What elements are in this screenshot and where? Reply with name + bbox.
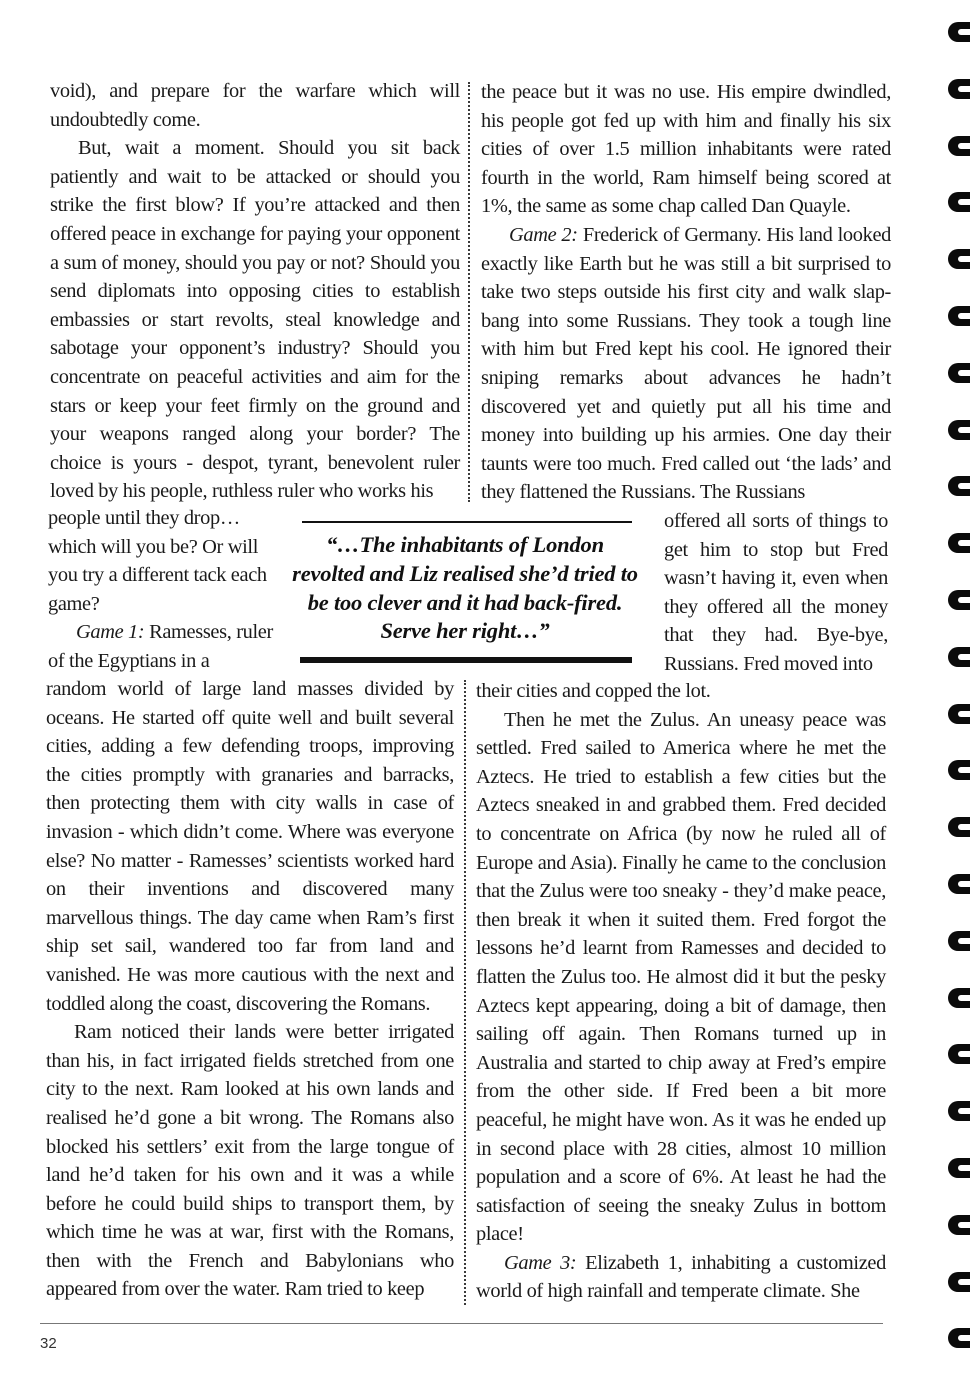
- binding-hole-icon: [948, 1158, 970, 1178]
- game-label: Game 1:: [76, 621, 145, 644]
- binding-hole-icon: [948, 760, 970, 780]
- game-label: Game 3:: [504, 1251, 577, 1274]
- binding-hole-icon: [948, 590, 970, 610]
- pullquote: “…The inhabitants of London revolted and Liz realised she’d tried to be too clever and it had back-fired. Serve her right…”: [292, 532, 638, 644]
- binding-hole-icon: [948, 988, 970, 1008]
- binding-hole-icon: [948, 249, 970, 269]
- right-column-bottom: [476, 677, 886, 1306]
- binding-hole-icon: [948, 647, 970, 667]
- binding-hole-icon: [948, 79, 970, 99]
- binding-hole-icon: [948, 420, 970, 440]
- pullquote-bottom-rule: [300, 657, 632, 663]
- paragraph: their cities and copped the lot.: [476, 680, 711, 702]
- binding-hole-icon: [948, 1101, 970, 1121]
- column-divider: [464, 680, 466, 1305]
- binding-hole-icon: [948, 476, 970, 496]
- binding-hole-icon: [948, 1044, 970, 1064]
- left-column-bottom: [46, 675, 454, 1304]
- paragraph: void), and prepare for the warfare which will undoubtedly come.: [50, 80, 460, 131]
- footer-rule: [40, 1323, 883, 1324]
- binding-hole-icon: [948, 306, 970, 326]
- paragraph: Ram noticed their lands were better irrigated than his, in fact irrigated fields stretched from one city to the next. Ram looked at his own lands and realised he’d gone a bit wrong. The Romans also blocked his settlers’ exit from the large tongue of land he’d taken for his own and it was a while before he could build ships to transport them, by which time he was at war, first with the Romans, then with the French and Babylonians who appeared from over the water. Ram tried to keep: [46, 1021, 454, 1301]
- paragraph-text: Elizabeth 1, inhabiting a customized world of high rainfall and temperate climate. She: [476, 1251, 886, 1303]
- pullquote-top-rule: [302, 521, 632, 523]
- binding-hole-icon: [948, 1215, 970, 1235]
- binding-hole-icon: [948, 192, 970, 212]
- paragraph: people until they drop… which will you be? Or will you try a different tack each game?: [48, 507, 267, 615]
- binding-hole-icon: [948, 1272, 970, 1292]
- left-wrap-text: [48, 504, 280, 676]
- binding-holes: [930, 0, 970, 1375]
- column-divider: [468, 82, 470, 502]
- paragraph: offered all sorts of things to get him to stop but Fred wasn’t having it, even when they offered all the money that they had. Bye-bye, Russians. Fred moved into: [664, 510, 888, 675]
- paragraph: Then he met the Zulus. An uneasy peace was settled. Fred sailed to America where he met the Aztecs. He tried to establish a few cities but the Aztecs sneaked in and grabbed them. Fred decided to concentrate on Africa (by now he ruled all of Europe and Asia). Finally he came to the conclusion that the Zulus were too sneaky - they’d make peace, then break it when it suited them. Fred forgot the lessons he’d learnt from Ramesses and decided to flatten the Zulus too. He almost did it but the pesky Aztecs kept appearing, doing a bit of damage, then sailing off again. Then Romans turned up in Australia and started to chip away at Fred’s empire from the other side. If Fred been a bit more peaceful, he might have won. As it was he ended up in second place with 28 cities, almost 10 million population and a score of 6%. At least he had the satisfaction of seeing the sneaky Zulus in bottom place!: [476, 708, 886, 1246]
- paragraph: random world of large land masses divided by oceans. He started off quite well and built several cities, adding a few defending troops, improving the cities promptly with granaries and barracks, then protecting them with city walls in case of invasion - which didn’t come. Where was everyone else? No matter - Ramesses’ scientists worked hard on their inventions and discovered many marvellous things. The day came when Ram’s first ship set sail, wandered too far from land and vanished. He was more cautious with the next and toddled along the coast, discovering the Romans.: [46, 678, 454, 1015]
- binding-hole-icon: [948, 874, 970, 894]
- paragraph-text: Frederick of Germany. His land looked exactly like Earth but he was still a bit surprised to take two steps outside his first city and walk slap-bang into some Russians. They took a tough line with him but Fred kept his cool. He ignored their sniping remarks about advances he hadn’t discovered yet and quietly put all his time and money into building up his armies. One day their taunts were too much. Fred called out ‘the lads’ and they flattened the Russians. The Russians: [481, 223, 891, 504]
- left-column-top: [50, 77, 460, 506]
- page-number: 32: [40, 1335, 57, 1352]
- binding-hole-icon: [948, 817, 970, 837]
- binding-hole-icon: [948, 1328, 970, 1348]
- binding-hole-icon: [948, 533, 970, 553]
- paragraph: the peace but it was no use. His empire dwindled, his people got fed up with him and finally his six cities of over 1.5 million inhabitants were rated fourth in the world, Ram himself being scored at 1%, the same as some chap called Dan Quayle.: [481, 81, 891, 218]
- binding-hole-icon: [948, 22, 970, 42]
- binding-hole-icon: [948, 704, 970, 724]
- right-column-top: [481, 78, 891, 507]
- right-wrap-text: [664, 507, 888, 679]
- binding-hole-icon: [948, 136, 970, 156]
- game-label: Game 2:: [509, 223, 578, 246]
- paragraph: But, wait a moment. Should you sit back patiently and wait to be attacked or should you strike the first blow? If you’re attacked and then offered peace in exchange for paying your opponent a sum of money, should you pay or not? Should you send diplomats into opposing cities to establish embassies or start revolts, steal knowledge and sabotage your opponent’s industry? Should you concentrate on peaceful activities and aim for the stars or keep your feet firmly on the ground and your weapons ranged along your border? The choice is yours - despot, tyrant, benevolent ruler loved by his people, ruthless ruler who works his: [50, 137, 460, 503]
- paragraph-text: Ramesses, ruler of the Egyptians in a: [48, 621, 273, 672]
- binding-hole-icon: [948, 363, 970, 383]
- binding-hole-icon: [948, 931, 970, 951]
